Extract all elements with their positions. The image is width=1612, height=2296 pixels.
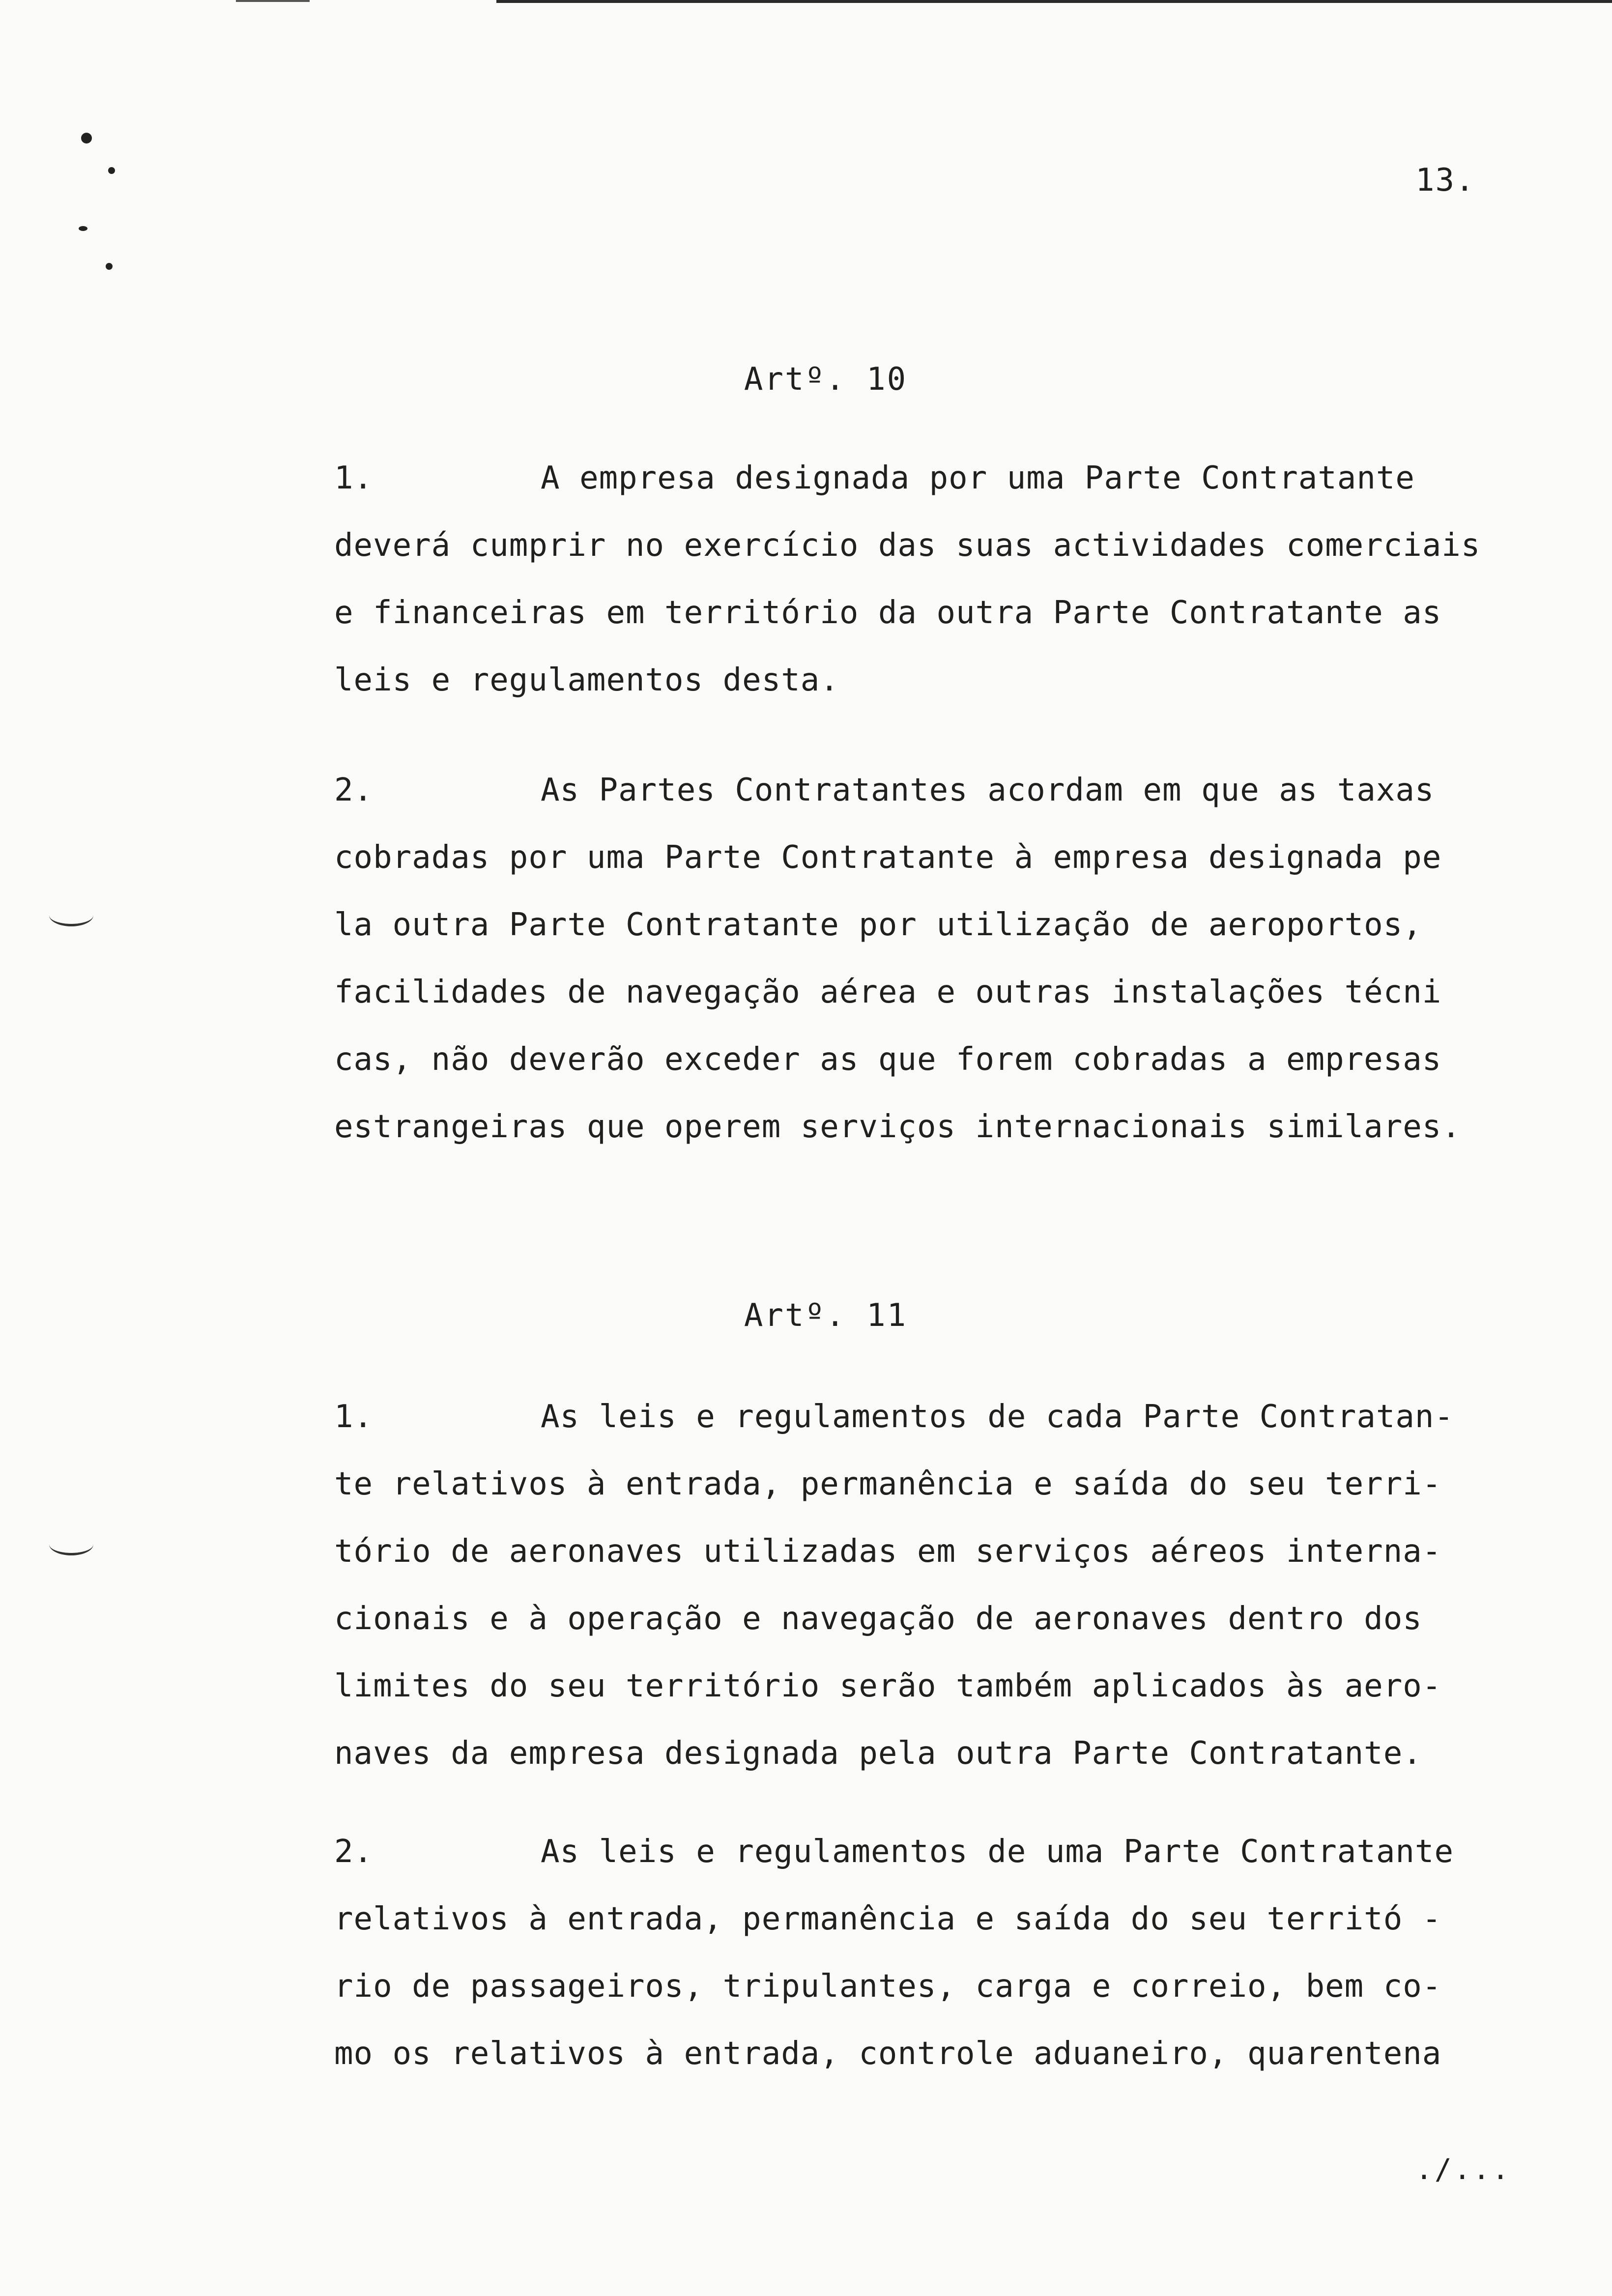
article-10-paragraph-2 [334, 757, 1543, 1161]
paragraph-line: la outra Parte Contratante por utilização de aeroportos, [334, 907, 1422, 943]
paragraph-line [334, 757, 1543, 824]
margin-speck [106, 263, 113, 270]
continuation-mark: ./... [1415, 2152, 1511, 2186]
page-number: 13. [1415, 162, 1475, 199]
paragraph-line: estrangeiras que operem serviços internacionais similares. [334, 1109, 1461, 1145]
article-10-heading: Artº. 10 [744, 361, 908, 398]
article-11-heading: Artº. 11 [744, 1297, 908, 1334]
line-text: As leis e regulamentos de uma Parte Contratante [541, 1834, 1454, 1870]
paragraph-number: 2. [334, 772, 374, 808]
binding-hole-mark [49, 1533, 93, 1555]
margin-speck [81, 133, 92, 144]
paragraph-line: mo os relativos à entrada, controle aduaneiro, quarentena [334, 2036, 1442, 2072]
paragraph-number: 2. [334, 1834, 374, 1870]
paragraph-number: 1. [334, 1399, 374, 1435]
top-edge-rule-left [236, 0, 310, 2]
margin-speck [108, 167, 115, 174]
paragraph-line: rio de passageiros, tripulantes, carga e correio, bem co- [334, 1968, 1442, 2005]
paragraph-line [334, 445, 1543, 512]
paragraph-line: te relativos à entrada, permanência e saída do seu terri- [334, 1466, 1442, 1502]
paragraph-line [334, 1818, 1543, 1886]
top-edge-rule [496, 0, 1612, 3]
line-text: As leis e regulamentos de cada Parte Contratan- [541, 1399, 1454, 1435]
article-11-paragraph-1 [334, 1383, 1543, 1787]
article-10-paragraph-1 [334, 445, 1543, 714]
paragraph-line: e financeiras em território da outra Parte Contratante as [334, 595, 1442, 631]
paragraph-line: tório de aeronaves utilizadas em serviços aéreos interna- [334, 1533, 1442, 1570]
paragraph-line: leis e regulamentos desta. [334, 662, 839, 698]
paragraph-number: 1. [334, 460, 374, 496]
paragraph-line: cas, não deverão exceder as que forem cobradas a empresas [334, 1041, 1442, 1078]
paragraph-line: cionais e à operação e navegação de aeronaves dentro dos [334, 1601, 1422, 1637]
paragraph-line: naves da empresa designada pela outra Parte Contratante. [334, 1735, 1422, 1772]
paragraph-line [334, 1383, 1543, 1451]
paragraph-line: facilidades de navegação aérea e outras instalações técni [334, 974, 1442, 1010]
paragraph-line: cobradas por uma Parte Contratante à empresa designada pe [334, 839, 1442, 876]
paragraph-line: limites do seu território serão também aplicados às aero- [334, 1668, 1442, 1704]
line-text: As Partes Contratantes acordam em que as taxas [541, 772, 1435, 808]
line-text: A empresa designada por uma Parte Contratante [541, 460, 1415, 496]
margin-speck [79, 226, 87, 231]
paragraph-line: deverá cumprir no exercício das suas actividades comerciais [334, 527, 1481, 564]
article-11-paragraph-2 [334, 1818, 1543, 2088]
paragraph-line: relativos à entrada, permanência e saída do seu territó - [334, 1901, 1442, 1937]
binding-hole-mark [49, 904, 93, 926]
